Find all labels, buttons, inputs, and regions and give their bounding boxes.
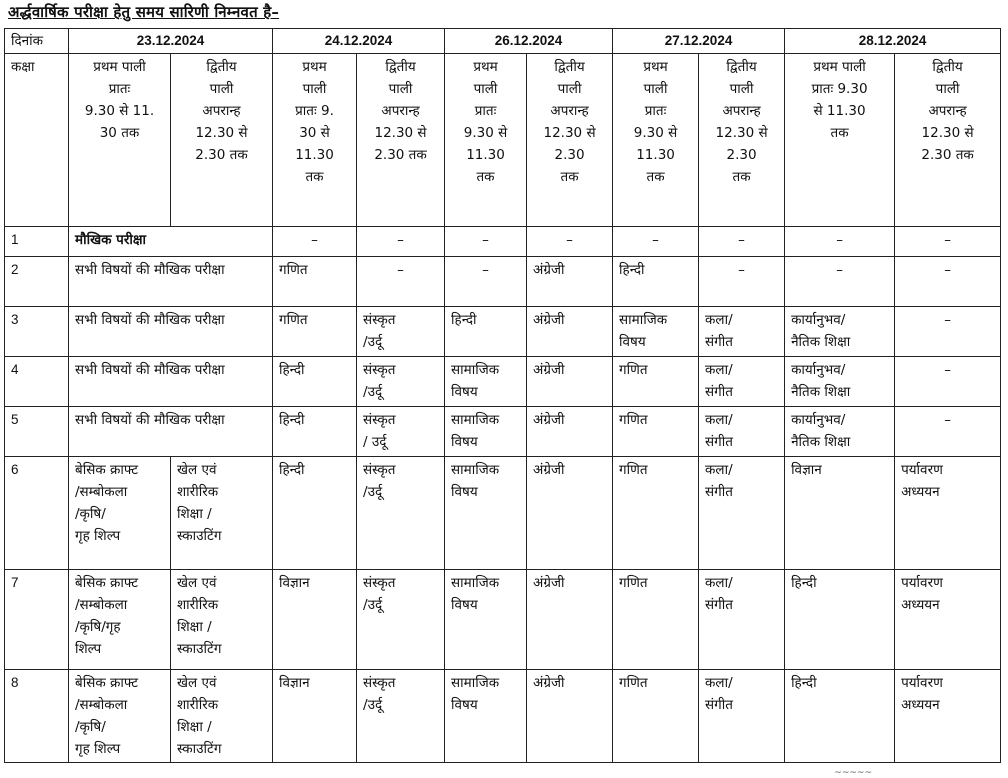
class-number: 5 [5,407,69,457]
subject-cell: सामाजिक विषय [445,407,527,457]
subject-cell: अंग्रेजी [527,570,613,670]
subject-cell: कला/ संगीत [699,670,785,763]
table-row [5,570,1001,670]
date-cell: 26.12.2024 [445,29,613,54]
subject-cell: – [785,227,895,257]
oral-exam-cell: मौखिक परीक्षा [69,227,273,257]
oral-exam-cell: सभी विषयों की मौखिक परीक्षा [69,307,273,357]
date-cell: 23.12.2024 [69,29,273,54]
subject-cell: अंग्रेजी [527,257,613,307]
table-row [5,670,1001,763]
class-number: 4 [5,357,69,407]
subject-cell: हिन्दी [785,670,895,763]
timetable [4,28,1001,763]
subject-cell: कार्यानुभव/ नैतिक शिक्षा [785,407,895,457]
subject-cell: हिन्दी [613,257,699,307]
subject-cell: संस्कृत /उर्दू [357,357,445,407]
table-row [5,407,1001,457]
shift-cell: प्रथम पाली प्रातः 9.30 से 11.30 तक [613,54,699,227]
subject-cell: गणित [613,357,699,407]
subject-cell: कला/ संगीत [699,457,785,570]
class-number: 1 [5,227,69,257]
subject-cell: – [895,227,1001,257]
subject-cell: गणित [273,257,357,307]
subject-cell: संस्कृत /उर्दू [357,570,445,670]
shift-cell: द्वितीय पाली अपरान्ह 12.30 से 2.30 तक [699,54,785,227]
shift-cell: द्वितीय पाली अपरान्ह 12.30 से 2.30 तक [895,54,1001,227]
subject-cell: विज्ञान [785,457,895,570]
subject-cell: सामाजिक विषय [613,307,699,357]
date-label: दिनांक [5,29,69,54]
oral-exam-cell: सभी विषयों की मौखिक परीक्षा [69,357,273,407]
subject-cell: – [613,227,699,257]
subject-cell: खेल एवं शारीरिक शिक्षा / स्काउटिंग [171,670,273,763]
subject-cell: हिन्दी [445,307,527,357]
subject-cell: गणित [273,307,357,357]
class-number: 3 [5,307,69,357]
subject-cell: पर्यावरण अध्ययन [895,570,1001,670]
subject-cell: कार्यानुभव/ नैतिक शिक्षा [785,307,895,357]
subject-cell: बेसिक क्राफ्ट /सम्बोकला /कृषि/ गृह शिल्प [69,457,171,570]
table-row [5,307,1001,357]
subject-cell: कला/ संगीत [699,307,785,357]
table-row [5,257,1001,307]
class-label: कक्षा [5,54,69,227]
shift-cell: प्रथम पाली प्रातः 9.30 से 11.30 तक [445,54,527,227]
class-number: 2 [5,257,69,307]
subject-cell: बेसिक क्राफ्ट /सम्बोकला /कृषि/गृह शिल्प [69,570,171,670]
subject-cell: संस्कृत / उर्दू [357,407,445,457]
subject-cell: हिन्दी [273,357,357,407]
date-row [5,29,1001,54]
subject-cell: कला/ संगीत [699,407,785,457]
subject-cell: – [357,257,445,307]
oral-exam-cell: सभी विषयों की मौखिक परीक्षा [69,407,273,457]
subject-cell: कार्यानुभव/ नैतिक शिक्षा [785,357,895,407]
table-row [5,457,1001,570]
subject-cell: – [895,407,1001,457]
subject-cell: खेल एवं शारीरिक शिक्षा / स्काउटिंग [171,457,273,570]
subject-cell: – [699,257,785,307]
date-cell: 24.12.2024 [273,29,445,54]
date-cell: 28.12.2024 [785,29,1001,54]
shift-cell: द्वितीय पाली अपरान्ह 12.30 से 2.30 तक [171,54,273,227]
shift-cell: प्रथम पाली प्रातः 9. 30 से 11.30 तक [273,54,357,227]
subject-cell: – [895,257,1001,307]
date-cell: 27.12.2024 [613,29,785,54]
subject-cell: कला/ संगीत [699,357,785,407]
subject-cell: – [527,227,613,257]
subject-cell: हिन्दी [273,457,357,570]
table-row [5,357,1001,407]
subject-cell: – [895,357,1001,407]
subject-cell: अंग्रेजी [527,407,613,457]
subject-cell: गणित [613,570,699,670]
subject-cell: – [445,227,527,257]
subject-cell: अंग्रेजी [527,357,613,407]
subject-cell: संस्कृत /उर्दू [357,670,445,763]
subject-cell: विज्ञान [273,670,357,763]
subject-cell: बेसिक क्राफ्ट /सम्बोकला /कृषि/ गृह शिल्प [69,670,171,763]
subject-cell: – [895,307,1001,357]
subject-cell: अंग्रेजी [527,457,613,570]
subject-cell: संस्कृत /उर्दू [357,307,445,357]
subject-cell: सामाजिक विषय [445,670,527,763]
subject-cell: विज्ञान [273,570,357,670]
table-row [5,227,1001,257]
subject-cell: गणित [613,457,699,570]
subject-cell: – [357,227,445,257]
subject-cell: सामाजिक विषय [445,570,527,670]
subject-cell: हिन्दी [273,407,357,457]
subject-cell: सामाजिक विषय [445,357,527,407]
shift-cell: प्रथम पाली प्रातः 9.30 से 11.30 तक [785,54,895,227]
subject-cell: पर्यावरण अध्ययन [895,670,1001,763]
subject-cell: – [273,227,357,257]
class-number: 6 [5,457,69,570]
subject-cell: खेल एवं शारीरिक शिक्षा / स्काउटिंग [171,570,273,670]
oral-exam-cell: सभी विषयों की मौखिक परीक्षा [69,257,273,307]
subject-cell: कला/ संगीत [699,570,785,670]
shift-cell: द्वितीय पाली अपरान्ह 12.30 से 2.30 तक [357,54,445,227]
subject-cell: – [445,257,527,307]
shift-cell: प्रथम पाली प्रातः 9.30 से 11. 30 तक [69,54,171,227]
subject-cell: सामाजिक विषय [445,457,527,570]
subject-cell: अंग्रेजी [527,307,613,357]
subject-cell: – [785,257,895,307]
page-heading: अर्द्धवार्षिक परीक्षा हेतु समय सारिणी निम्नवत है– [8,3,280,21]
subject-cell: – [699,227,785,257]
subject-cell: अंग्रेजी [527,670,613,763]
subject-cell: गणित [613,670,699,763]
subject-cell: हिन्दी [785,570,895,670]
shift-cell: द्वितीय पाली अपरान्ह 12.30 से 2.30 तक [527,54,613,227]
subject-cell: गणित [613,407,699,457]
timetable-body [5,29,1001,763]
class-number: 7 [5,570,69,670]
subject-cell: संस्कृत /उर्दू [357,457,445,570]
subject-cell: पर्यावरण अध्ययन [895,457,1001,570]
class-number: 8 [5,670,69,763]
signature-mark: ~~~~~ [834,768,872,778]
shift-row [5,54,1001,227]
